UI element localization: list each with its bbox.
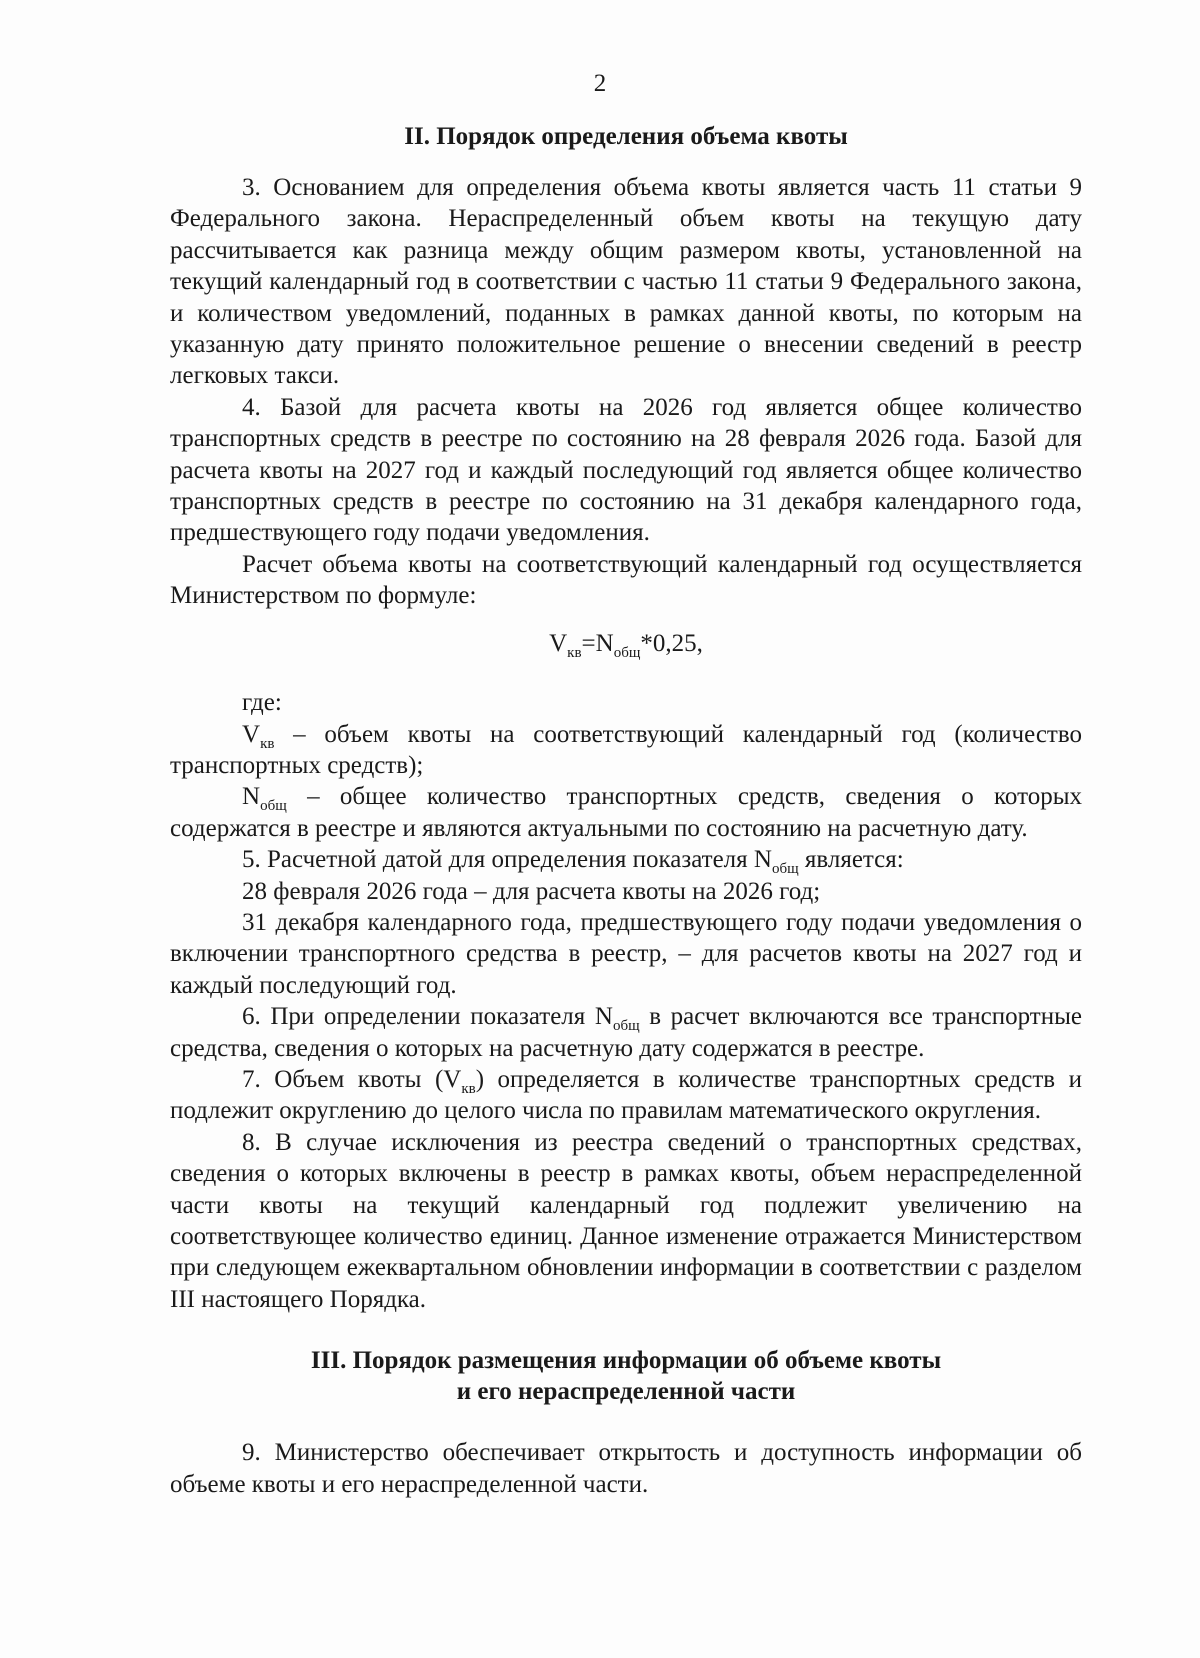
paragraph-5-item-2: 31 декабря календарного года, предшествующего году подачи уведомления о включении транспортного средства в реестр, – для расчетов квоты на 2027 год и каждый последующий год. [170,908,1082,999]
where-label: где: [242,689,282,717]
paragraph-8: 8. В случае исключения из реестра сведений о транспортных средствах, сведения о которых включены в реестр в рамках квоты, объем нераспределенной части квоты на текущий календарный год подлежит увеличению на соответствующее количество единиц. Данное изменение отражается Министерством при следующем ежеквартальном обновлении информации в соответствии с разделом III настоящего Порядка. [170,1128,1082,1313]
paragraph-7: 7. Объем квоты $(V_{кв})$ определяется в количестве транспортных средств и подлежит округлению до целого числа по правилам математического округления. [170,1065,1082,1125]
quota-formula: $V_{кв}=N_{общ}*0,25$, [549,629,703,661]
paragraph-3: 3. Основанием для определения объема квоты является часть 11 статьи 9 Федерального закона. Нераспределенный объем квоты на текущую дату рассчитывается как разница между общим размером квоты, установленной на текущий календарный год в соответствии с частью 11 статьи 9 Федерального закона, и количеством уведомлений, поданных в рамках данной квоты, по которым на указанную дату принято положительное решение о внесении сведений в реестр легковых такси. [170,174,1082,390]
paragraph-5: 5. Расчетной датой для определения показателя $N_{общ}$ является: [242,846,904,878]
section-2-heading: II. Порядок определения объема квоты [404,123,848,150]
paragraph-4: 4. Базой для расчета квоты на 2026 год является общее количество транспортных средств в реестре по состоянию на 28 февраля 2026 года. Базой для расчета квоты на 2027 год и каждый последующий год является общее количество транспортных средств в реестре по состоянию на 31 декабря календарного года, предшествующего году подачи уведомления. [170,393,1082,547]
paragraph-9: 9. Министерство обеспечивает открытость и доступность информации об объеме квоты и его нераспределенной части. [170,1439,1082,1498]
section-2-body [170,172,1082,1500]
section-3-heading-line-1: III. Порядок размещения информации об объеме квоты [310,1347,942,1375]
page-number: 2 [593,70,607,97]
definition-v: $V_{кв}$ – объем квоты на соответствующий календарный год (количество транспортных средств); [170,720,1082,779]
paragraph-6: 6. При определении показателя $N_{общ}$ в расчет включаются все транспортные средства, сведения о которых на расчетную дату содержатся в реестре. [170,1003,1082,1062]
section-3-heading [170,1345,1082,1407]
definition-n: $N_{общ}$ – общее количество транспортных средств, сведения о которых содержатся в реестре и являются актуальными по состоянию на расчетную дату. [170,783,1082,842]
paragraph-5-item-1: 28 февраля 2026 года – для расчета квоты на 2026 год; [242,877,821,905]
section-3-heading-line-2: и его нераспределенной части [456,1378,796,1406]
paragraph-4-formula-intro: Расчет объема квоты на соответствующий календарный год осуществляется Министерством по формуле: [170,550,1082,610]
